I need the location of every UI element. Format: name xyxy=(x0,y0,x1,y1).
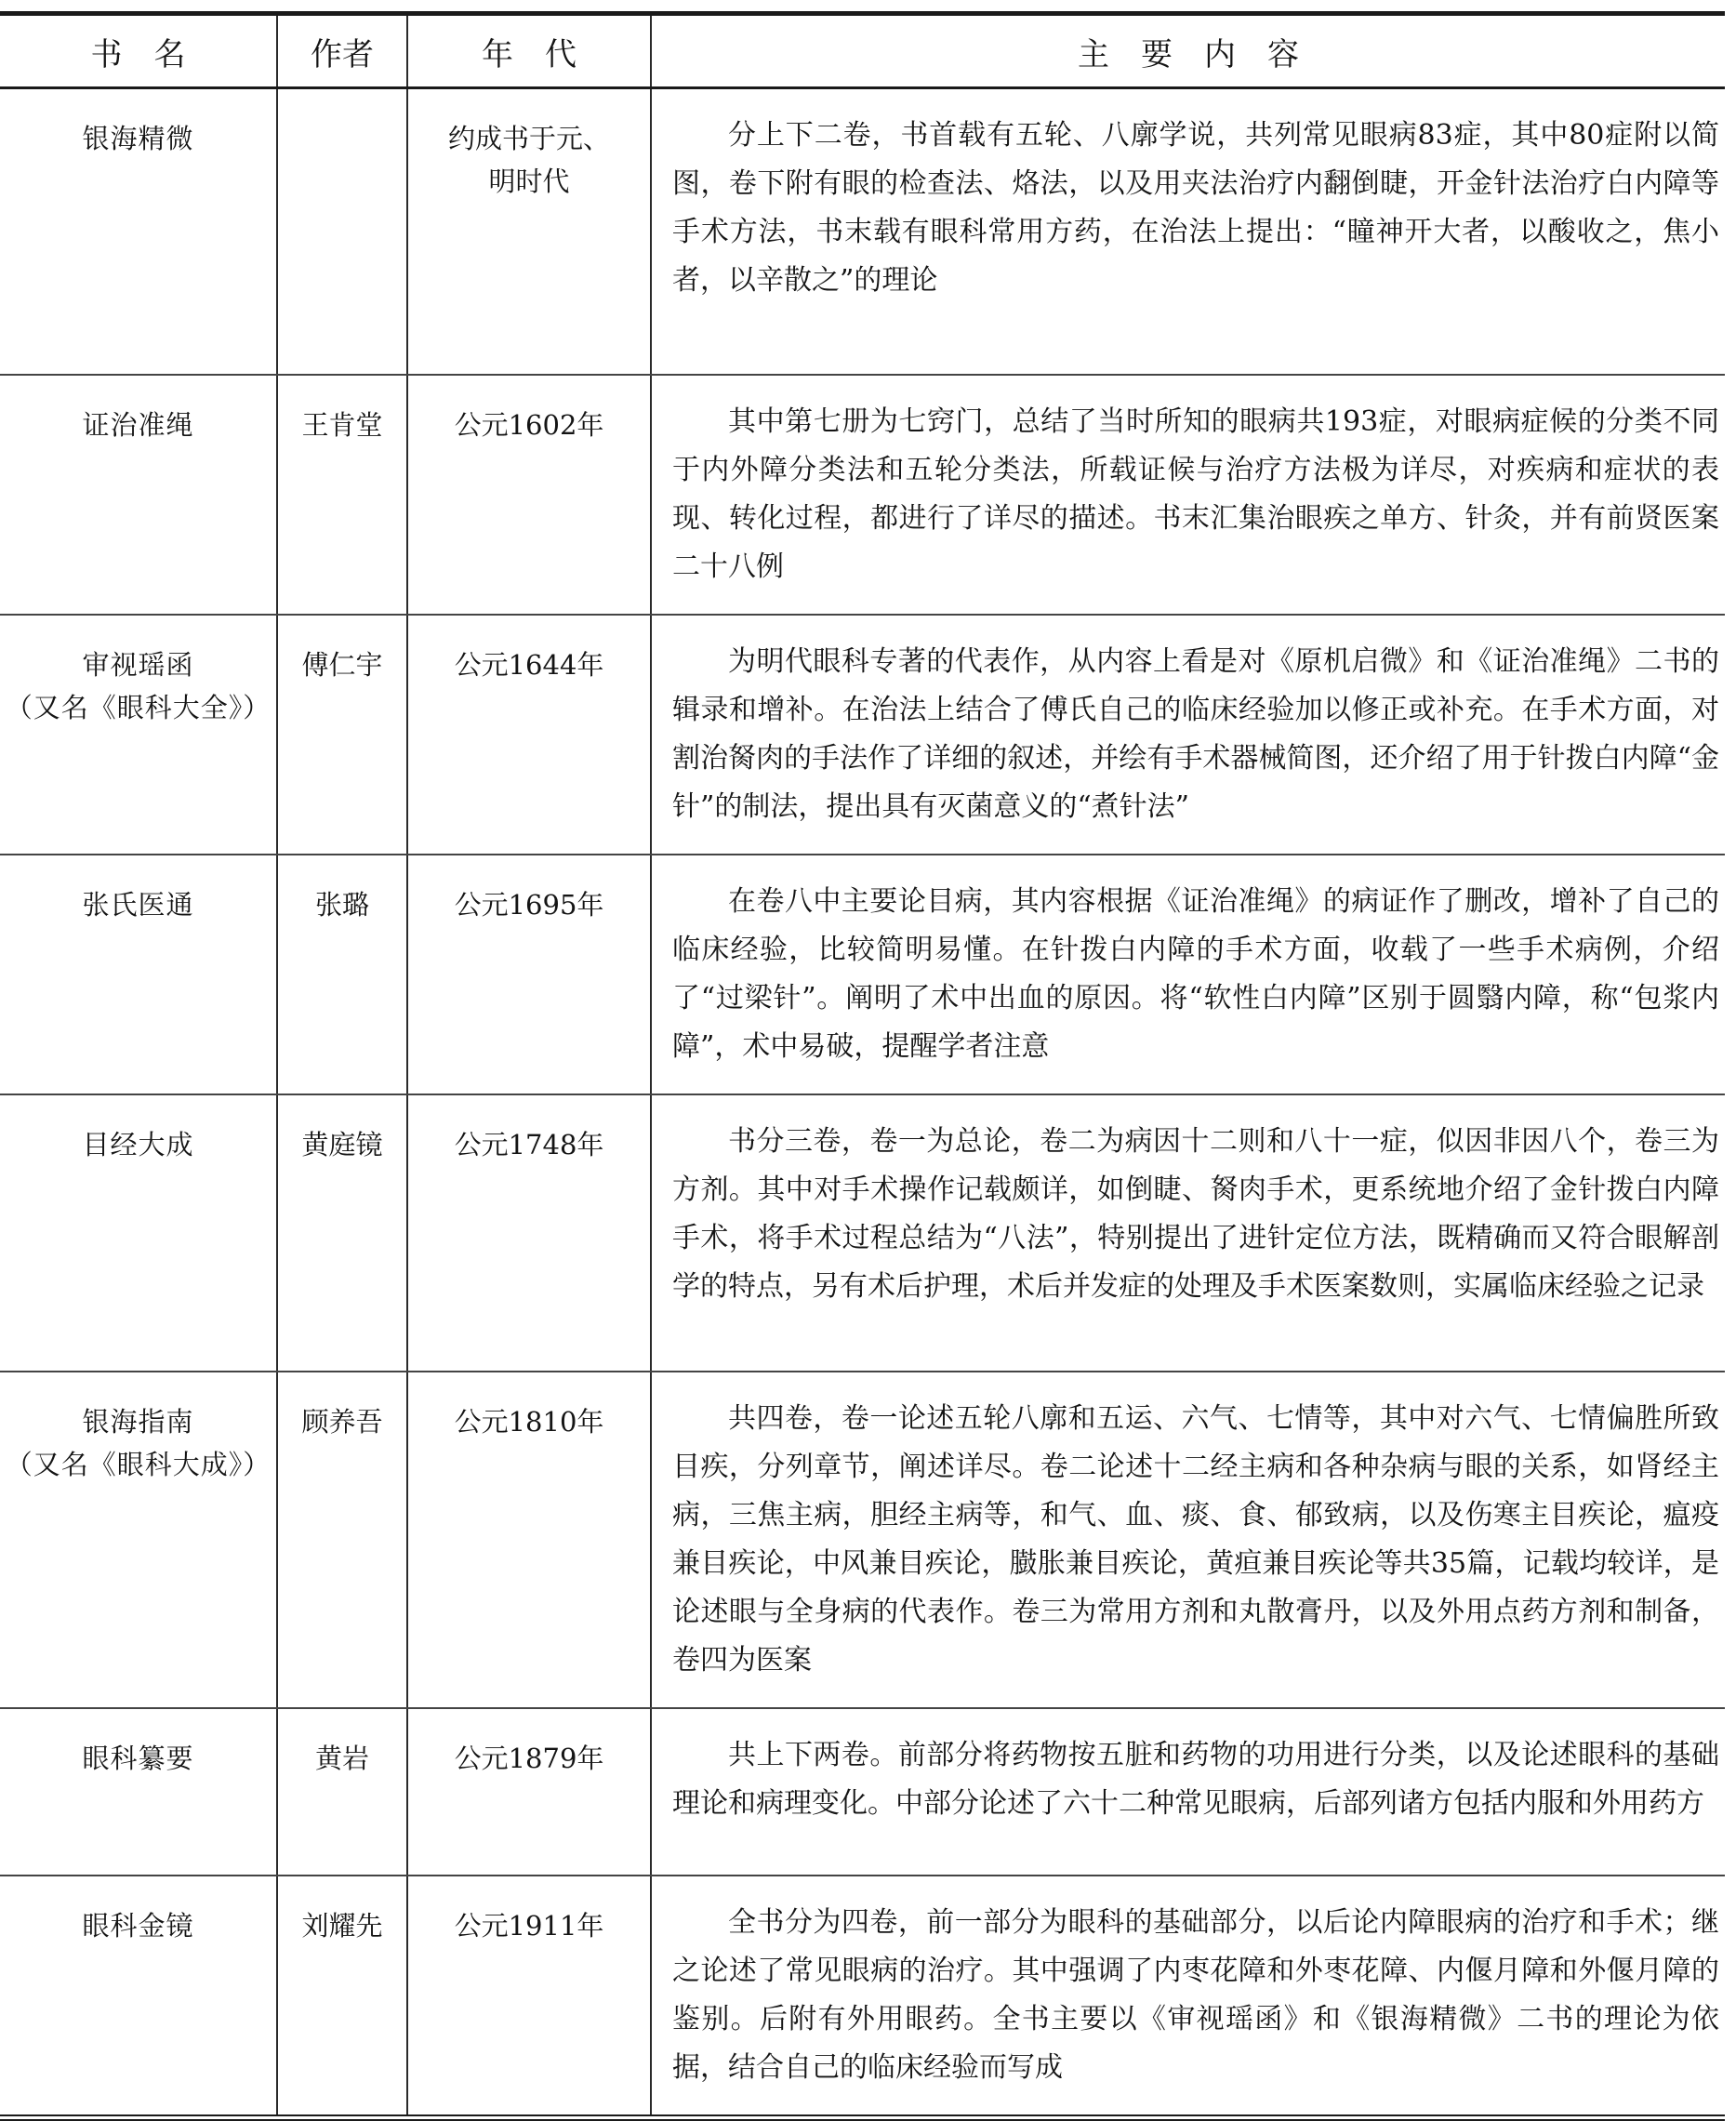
author-cell: 黄岩 xyxy=(277,1708,407,1876)
table-row xyxy=(0,1094,1725,1372)
author-cell: 顾养吾 xyxy=(277,1372,407,1708)
era-cell: 公元1748年 xyxy=(407,1094,651,1372)
content-cell: 分上下二卷，书首载有五轮、八廓学说，共列常见眼病83症，其中80症附以简图，卷下附有眼的检查法、烙法，以及用夹法治疗内翻倒睫，开金针法治疗白内障等手术方法，书末载有眼科常用方药，在治法上提出：“瞳神开大者，以酸收之，焦小者，以辛散之”的理论 xyxy=(651,88,1725,375)
author-cell: 张璐 xyxy=(277,855,407,1094)
table-body xyxy=(0,88,1725,2118)
author-cell xyxy=(277,88,407,375)
ophthalmology-books-table xyxy=(0,11,1725,2121)
header-book-name: 书 名 xyxy=(0,14,277,88)
author-cell: 黄庭镜 xyxy=(277,1094,407,1372)
book-name-cell: 张氏医通 xyxy=(0,855,277,1094)
book-name-cell: 证治准绳 xyxy=(0,375,277,615)
author-cell: 刘耀先 xyxy=(277,1876,407,2118)
header-author: 作者 xyxy=(277,14,407,88)
content-cell: 在卷八中主要论目病，其内容根据《证治准绳》的病证作了删改，增补了自己的临床经验，比较简明易懂。在针拨白内障的手术方面，收载了一些手术病例，介绍了“过梁针”。阐明了术中出血的原因。将“软性白内障”区别于圆翳内障，称“包浆内障”，术中易破，提醒学者注意 xyxy=(651,855,1725,1094)
table-row xyxy=(0,375,1725,615)
table-row xyxy=(0,855,1725,1094)
era-cell: 公元1602年 xyxy=(407,375,651,615)
book-name-cell: 眼科金镜 xyxy=(0,1876,277,2118)
table-header xyxy=(0,14,1725,88)
table-row xyxy=(0,88,1725,375)
content-cell: 其中第七册为七窍门，总结了当时所知的眼病共193症，对眼病症候的分类不同于内外障分类法和五轮分类法，所载证候与治疗方法极为详尽，对疾病和症状的表现、转化过程，都进行了详尽的描述。书末汇集治眼疾之单方、针灸，并有前贤医案二十八例 xyxy=(651,375,1725,615)
header-main-content: 主 要 内 容 xyxy=(651,14,1725,88)
era-cell: 公元1810年 xyxy=(407,1372,651,1708)
book-name-cell: 眼科纂要 xyxy=(0,1708,277,1876)
author-cell: 傅仁宇 xyxy=(277,615,407,855)
table-row xyxy=(0,1372,1725,1708)
content-cell: 共四卷，卷一论述五轮八廓和五运、六气、七情等，其中对六气、七情偏胜所致目疾，分列章节，阐述详尽。卷二论述十二经主病和各种杂病与眼的关系，如肾经主病，三焦主病，胆经主病等，和气、血、痰、食、郁致病，以及伤寒主目疾论，瘟疫兼目疾论，中风兼目疾论，臌胀兼目疾论，黄疸兼目疾论等共35篇，记载均较详，是论述眼与全身病的代表作。卷三为常用方剂和丸散膏丹，以及外用点药方剂和制备，卷四为医案 xyxy=(651,1372,1725,1708)
table-row xyxy=(0,1876,1725,2118)
era-cell: 约成书于元、 明时代 xyxy=(407,88,651,375)
author-cell: 王肯堂 xyxy=(277,375,407,615)
book-name-cell: 目经大成 xyxy=(0,1094,277,1372)
content-cell: 为明代眼科专著的代表作，从内容上看是对《原机启微》和《证治准绳》二书的辑录和增补。在治法上结合了傅氏自己的临床经验加以修正或补充。在手术方面，对割治胬肉的手法作了详细的叙述，并绘有手术器械简图，还介绍了用于针拨白内障“金针”的制法，提出具有灭菌意义的“煮针法” xyxy=(651,615,1725,855)
content-cell: 全书分为四卷，前一部分为眼科的基础部分，以后论内障眼病的治疗和手术；继之论述了常见眼病的治疗。其中强调了内枣花障和外枣花障、内偃月障和外偃月障的鉴别。后附有外用眼药。全书主要以《审视瑶函》和《银海精微》二书的理论为依据，结合自己的临床经验而写成 xyxy=(672,1905,1719,2084)
book-name-cell: 银海指南 （又名《眼科大成》） xyxy=(0,1372,277,1708)
era-cell: 公元1911年 xyxy=(407,1876,651,2118)
table-row xyxy=(0,615,1725,855)
era-cell: 公元1695年 xyxy=(407,855,651,1094)
header-row xyxy=(0,14,1725,88)
content-cell: 共上下两卷。前部分将药物按五脏和药物的功用进行分类，以及论述眼科的基础理论和病理变化。中部分论述了六十二种常见眼病，后部列诸方包括内服和外用药方 xyxy=(651,1708,1725,1876)
book-name-cell: 银海精微 xyxy=(0,88,277,375)
header-era: 年 代 xyxy=(407,14,651,88)
book-name-cell: 审视瑶函 （又名《眼科大全》） xyxy=(0,615,277,855)
content-cell: 书分三卷，卷一为总论，卷二为病因十二则和八十一症，似因非因八个，卷三为方剂。其中对手术操作记载颇详，如倒睫、胬肉手术，更系统地介绍了金针拨白内障手术，将手术过程总结为“八法”，特别提出了进针定位方法，既精确而又符合眼解剖学的特点，另有术后护理，术后并发症的处理及手术医案数则，实属临床经验之记录 xyxy=(651,1094,1725,1372)
era-cell: 公元1879年 xyxy=(407,1708,651,1876)
table-row xyxy=(0,1708,1725,1876)
era-cell: 公元1644年 xyxy=(407,615,651,855)
